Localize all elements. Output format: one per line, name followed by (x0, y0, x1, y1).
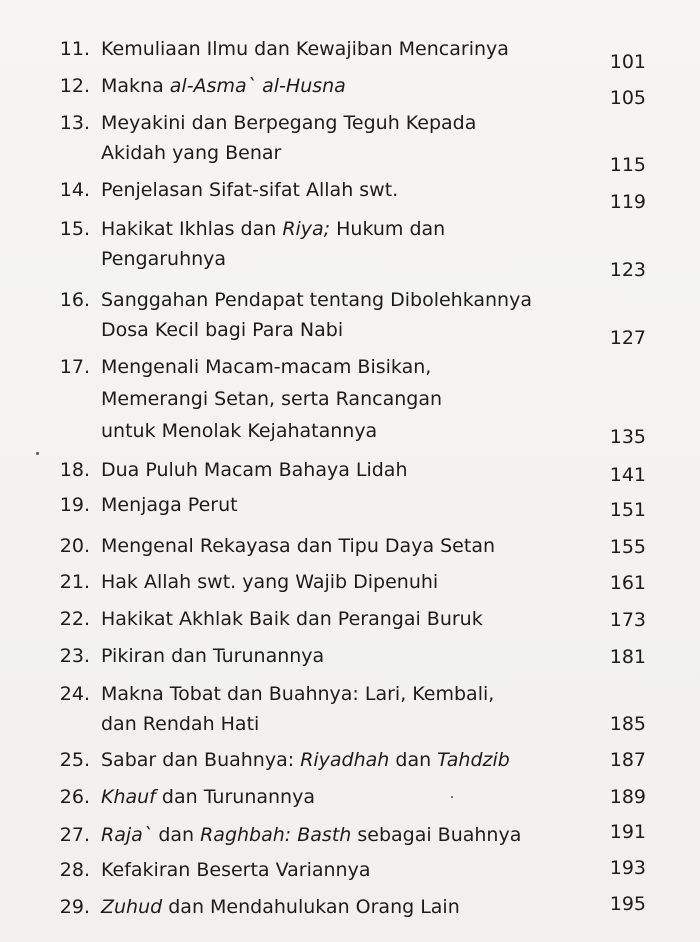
entry-page-number: 185 (609, 713, 646, 735)
entry-title-segment: Sabar dan Buahnya: (101, 749, 301, 771)
entry-title-segment: Makna (101, 75, 170, 97)
entry-number: 18. (59, 459, 90, 481)
entry-title (101, 855, 581, 885)
entry-title-segment: Hak Allah swt. yang Wajib Dipenuhi (101, 571, 439, 593)
entry-title-segment: Akidah yang Benar (101, 142, 282, 164)
entry-title-segment: Zuhud (101, 896, 163, 918)
entry-title (101, 709, 581, 739)
entry-title (101, 567, 581, 597)
entry-page-number: 191 (609, 821, 646, 843)
entry-title (101, 604, 581, 634)
entry-page-number: 155 (609, 536, 646, 558)
entry-title (101, 138, 581, 168)
entry-page-number: 127 (609, 327, 646, 349)
entry-title (101, 455, 581, 485)
entry-page-number: 195 (609, 893, 646, 915)
entry-number: 13. (59, 112, 90, 134)
entry-title-segment: Riyadhah (300, 749, 390, 771)
entry-page-number: 105 (609, 87, 646, 109)
entry-title-segment: Raja` (101, 824, 153, 846)
entry-title-segment: al-Asma` al-Husna (169, 75, 346, 97)
entry-page-number: 135 (609, 426, 646, 448)
entry-title-segment: Kemuliaan Ilmu dan Kewajiban Mencarinya (101, 38, 509, 60)
entry-title-segment: Menjaga Perut (101, 494, 238, 516)
entry-title (101, 71, 581, 101)
entry-title-segment: Hukum dan (330, 218, 446, 240)
entry-title (101, 679, 581, 709)
entry-title (101, 315, 581, 345)
entry-number: 20. (59, 535, 90, 557)
entry-page-number: 161 (609, 572, 646, 594)
entry-number: 15. (59, 218, 90, 240)
entry-title-segment: untuk Menolak Kejahatannya (101, 420, 378, 442)
entry-title-segment: Mengenali Macam-macam Bisikan, (101, 356, 432, 378)
entry-page-number: 115 (609, 154, 646, 176)
entry-number: 22. (59, 608, 90, 630)
entry-number: 27. (59, 824, 90, 846)
entry-page-number: 101 (609, 51, 646, 73)
entry-title-segment: Raghbah: Basth (200, 824, 352, 846)
entry-number: 17. (59, 356, 90, 378)
entry-title (101, 384, 581, 414)
entry-title-segment: dan (152, 824, 201, 846)
entry-page-number: 189 (609, 786, 646, 808)
entry-number: 23. (59, 645, 90, 667)
entry-number: 26. (59, 786, 90, 808)
entry-page-number: 181 (609, 646, 646, 668)
entry-title (101, 745, 581, 775)
entry-number: 14. (59, 179, 90, 201)
entry-title-segment: Hakikat Akhlak Baik dan Perangai Buruk (101, 608, 483, 630)
entry-title (101, 416, 581, 446)
entry-title (101, 490, 581, 520)
entry-title-segment: dan Turunannya (155, 786, 315, 808)
entry-title-segment: Pikiran dan Turunannya (101, 645, 325, 667)
entry-number: 16. (59, 289, 90, 311)
entry-page-number: 119 (609, 191, 646, 213)
entry-title (101, 285, 581, 315)
entry-title (101, 531, 581, 561)
entry-title-segment: sebagai Buahnya (351, 824, 522, 846)
entry-title-segment: Mengenal Rekayasa dan Tipu Daya Setan (101, 535, 496, 557)
entry-number: 11. (59, 38, 90, 60)
entry-number: 28. (59, 859, 90, 881)
entry-title (101, 175, 581, 205)
entry-title-segment: Tahdzib (437, 749, 510, 771)
entry-page-number: 193 (609, 857, 646, 879)
entry-page-number: 151 (609, 499, 646, 521)
entry-title-segment: Meyakini dan Berpegang Teguh Kepada (101, 112, 477, 134)
entry-title (101, 892, 581, 922)
entry-title-segment: dan Mendahulukan Orang Lain (162, 896, 460, 918)
entry-number: 21. (59, 571, 90, 593)
entry-number: 24. (59, 683, 90, 705)
entry-number: 19. (59, 494, 90, 516)
entry-page-number: 141 (609, 464, 646, 486)
entry-title-segment: Riya; (282, 218, 331, 240)
entry-title-segment: Makna Tobat dan Buahnya: Lari, Kembali, (101, 683, 495, 705)
entry-number: 12. (59, 75, 90, 97)
entry-title (101, 641, 581, 671)
entry-title-segment: dan (389, 749, 438, 771)
entry-title (101, 782, 581, 812)
entry-title (101, 352, 581, 382)
entry-number: 29. (59, 896, 90, 918)
entry-page-number: 173 (609, 609, 646, 631)
entry-title-segment: Sanggahan Pendapat tentang Dibolehkannya (101, 289, 532, 311)
entry-title-segment: Dosa Kecil bagi Para Nabi (101, 319, 344, 341)
entry-title-segment: Penjelasan Sifat-sifat Allah swt. (101, 179, 399, 201)
paper-speck (36, 452, 39, 455)
entry-title-segment: Pengaruhnya (101, 248, 227, 270)
paper-speck (451, 796, 453, 798)
entry-number: 25. (59, 749, 90, 771)
entry-page-number: 123 (609, 259, 646, 281)
entry-page-number: 187 (609, 749, 646, 771)
entry-title (101, 820, 581, 850)
entry-title (101, 108, 581, 138)
entry-title-segment: Hakikat Ikhlas dan (101, 218, 283, 240)
entry-title-segment: Kefakiran Beserta Variannya (101, 859, 371, 881)
entry-title (101, 244, 581, 274)
entry-title (101, 214, 581, 244)
entry-title (101, 34, 581, 64)
entry-title-segment: Khauf (101, 786, 156, 808)
entry-title-segment: Memerangi Setan, serta Rancangan (101, 388, 442, 410)
entry-title-segment: dan Rendah Hati (101, 713, 260, 735)
entry-title-segment: Dua Puluh Macam Bahaya Lidah (101, 459, 408, 481)
